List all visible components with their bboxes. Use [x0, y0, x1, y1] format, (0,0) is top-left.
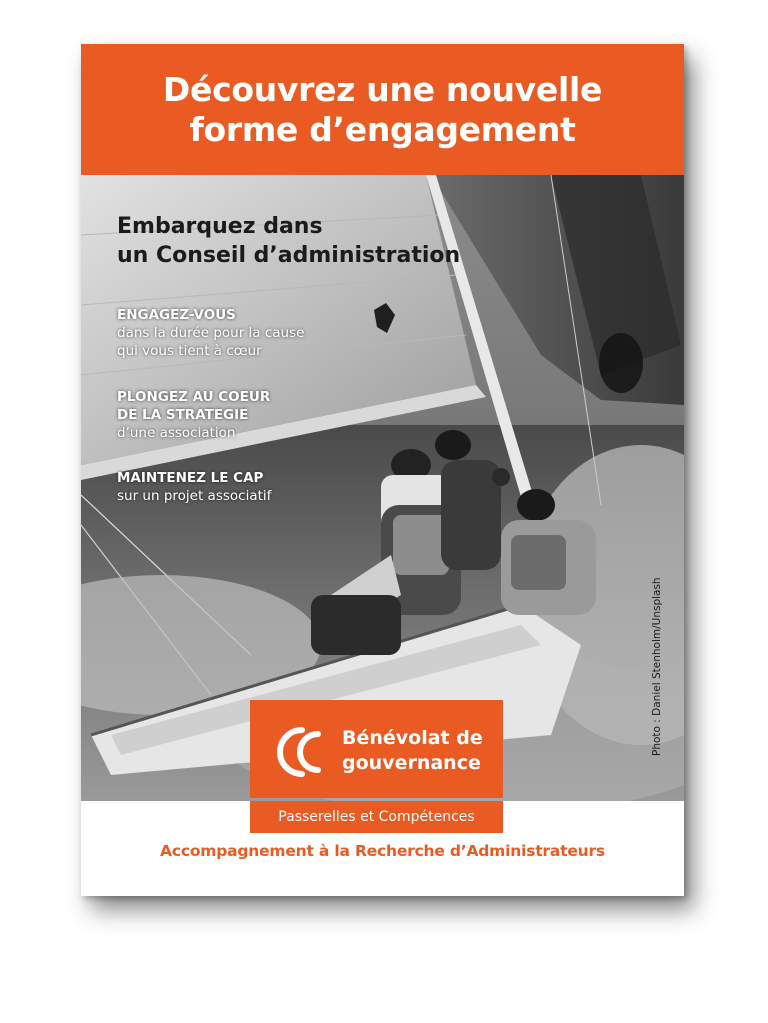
logo-line-2: gouvernance [342, 752, 481, 774]
booklet-cover [81, 44, 684, 896]
point-plongez [117, 388, 377, 442]
logo-wordmark [342, 726, 502, 776]
point-maintenez-text: sur un projet associatif [117, 488, 272, 504]
headline [163, 70, 602, 150]
footer-text: Accompagnement à la Recherche d’Administrateurs [160, 842, 605, 860]
logo-tagline: Passerelles et Compétences [250, 801, 503, 833]
logo-icon [272, 724, 330, 780]
subtitle-line-1: Embarquez dans [117, 214, 323, 239]
logo-block [250, 700, 503, 798]
subtitle-line-2: un Conseil d’administration [117, 243, 461, 268]
headline-line-2: forme d’engagement [189, 109, 576, 149]
point-plongez-text: d’une association [117, 425, 236, 441]
headline-line-1: Découvrez une nouvelle [162, 69, 603, 109]
point-plongez-title-1: PLONGEZ AU COEUR [117, 389, 271, 405]
point-maintenez [117, 469, 377, 505]
point-engagez-text-1: dans la durée pour la cause [117, 325, 305, 341]
point-engagez-title: ENGAGEZ-VOUS [117, 307, 236, 323]
subtitle [117, 212, 537, 270]
photo-credit: Photo : Daniel Stenholm/Unsplash [651, 577, 663, 756]
point-maintenez-title: MAINTENEZ LE CAP [117, 470, 264, 486]
header-banner [81, 44, 684, 175]
logo-line-1: Bénévolat de [342, 727, 483, 749]
point-plongez-title-2: DE LA STRATEGIE [117, 407, 249, 423]
point-engagez [117, 306, 377, 360]
point-engagez-text-2: qui vous tient à cœur [117, 343, 262, 359]
